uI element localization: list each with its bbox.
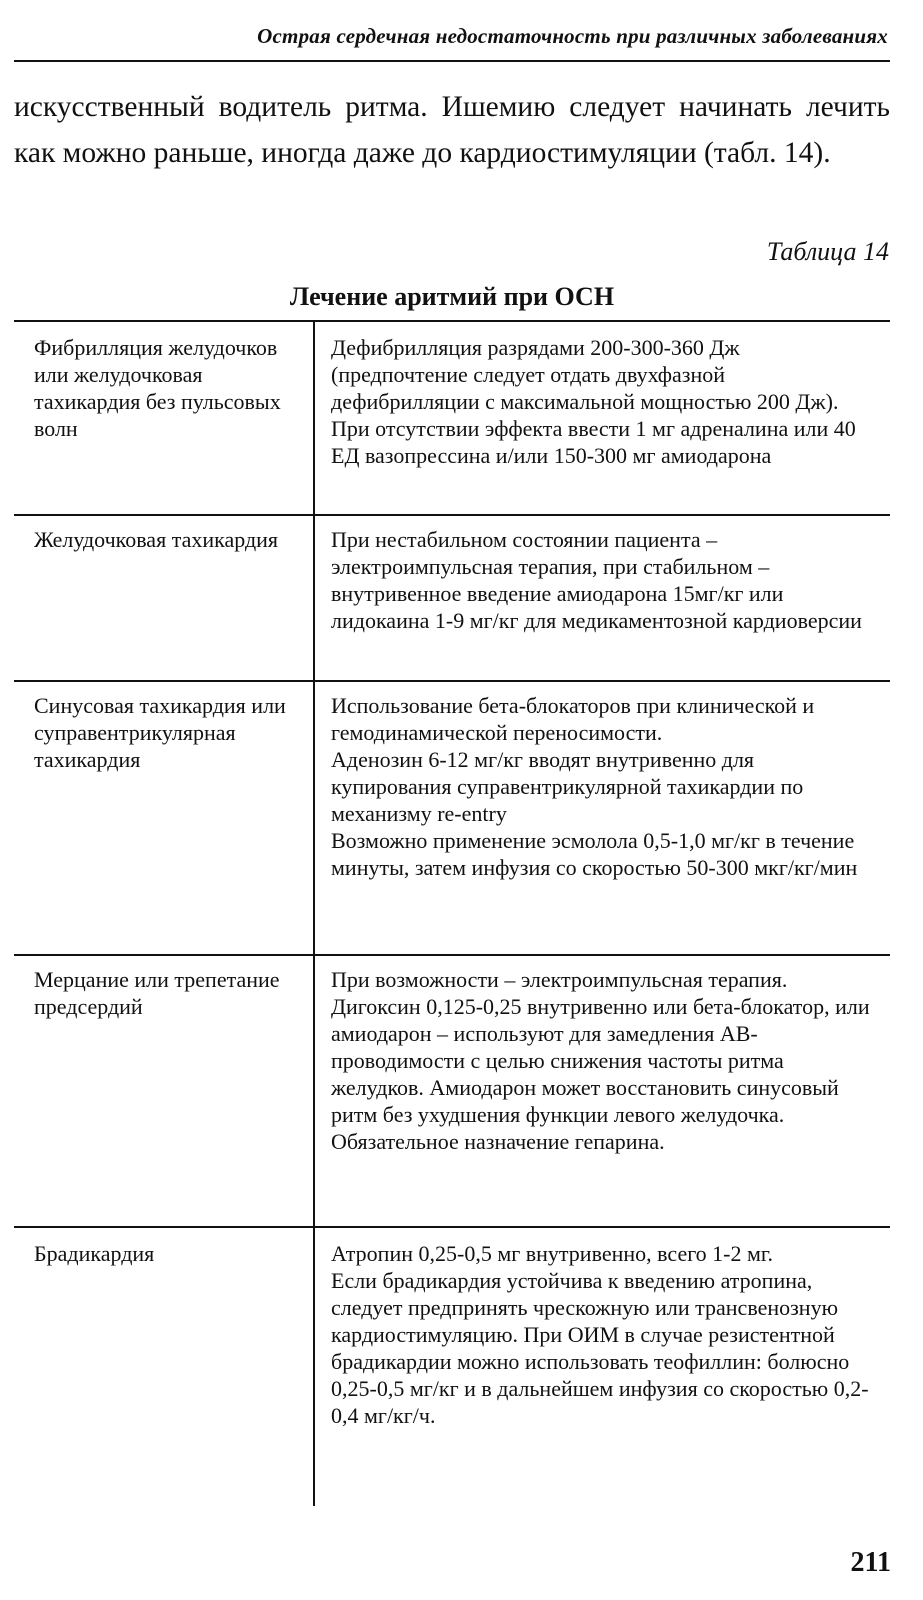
row-condition: Синусовая тахикардия или суправентрикулярная тахикардия: [34, 693, 286, 772]
treatment-paragraph: Возможно применение эсмолола 0,5-1,0 мг/кг в течение минуты, затем инфузия со скоростью 50-300 мкг/кг/мин: [331, 828, 858, 880]
table-title: Лечение аритмий при ОСН: [289, 282, 615, 311]
row-condition: Брадикардия: [34, 1241, 155, 1266]
row-treatment: [331, 334, 871, 469]
treatment-paragraph: Использование бета-блокаторов при клинической и гемодинамической переносимости.: [331, 693, 815, 745]
table-column-divider: [313, 322, 315, 1506]
row-rule: [14, 680, 890, 682]
row-condition: Фибрилляция желудочков или желудочковая тахикардия без пульсовых волн: [34, 335, 281, 441]
row-treatment: [331, 526, 871, 634]
treatment-paragraph: При возможности – электроимпульсная терапия. Дигоксин 0,125-0,25 внутривенно или бета-блокатор, или амиодарон – используют для замедления АВ-проводимости с целью снижения частоты ритма желудков. Амиодарон может восстановить синусовый ритм без ухудшения функции левого желудочка. Обязательное назначение гепарина.: [331, 967, 870, 1154]
treatment-paragraph: Дефибрилляция разрядами 200-300-360 Дж (предпочтение следует отдать двухфазной дефибрилляции с максимальной мощностью 200 Дж). При отсутствии эффекта ввести 1 мг адреналина или 40 ЕД вазопрессина и/или 150-300 мг амиодарона: [331, 335, 856, 468]
row-treatment: [331, 692, 871, 881]
row-treatment: [331, 1240, 871, 1429]
treatment-paragraph: Если брадикардия устойчива к введению атропина, следует предпринять чрескожную или трансвенозную кардиостимуляцию. При ОИМ в случае резистентной брадикардии можно использовать теофиллин: болюсно 0,25-0,5 мг/кг и в дальнейшем инфузия со скоростью 0,2-0,4 мг/кг/ч.: [331, 1268, 869, 1428]
table-top-rule: [14, 320, 890, 322]
row-treatment: [331, 966, 871, 1155]
row-rule: [14, 1226, 890, 1228]
table-number: Таблица 14: [766, 237, 889, 266]
row-condition: Желудочковая тахикардия: [34, 527, 279, 552]
row-rule: [14, 954, 890, 956]
treatment-paragraph: Атропин 0,25-0,5 мг внутривенно, всего 1-2 мг.: [331, 1241, 773, 1266]
running-head: Острая сердечная недостаточность при различных заболеваниях: [257, 24, 888, 48]
treatment-paragraph: При нестабильном состоянии пациента – электроимпульсная терапия, при стабильном – внутривенное введение амиодарона 15мг/кг или лидокаина 1-9 мг/кг для медикаментозной кардиоверсии: [331, 527, 862, 633]
row-rule: [14, 514, 890, 516]
treatment-paragraph: Аденозин 6-12 мг/кг вводят внутривенно для купирования суправентрикулярной тахикардии по механизму re-entry: [331, 747, 804, 826]
row-condition: Мерцание или трепетание предсердий: [34, 967, 280, 1019]
header-rule: [14, 60, 890, 62]
intro-paragraph: искусственный водитель ритма. Ишемию следует начинать лечить как можно раньше, иногда даже до кардиостимуляции (табл. 14).: [14, 91, 890, 169]
page-number: 211: [850, 1547, 891, 1578]
